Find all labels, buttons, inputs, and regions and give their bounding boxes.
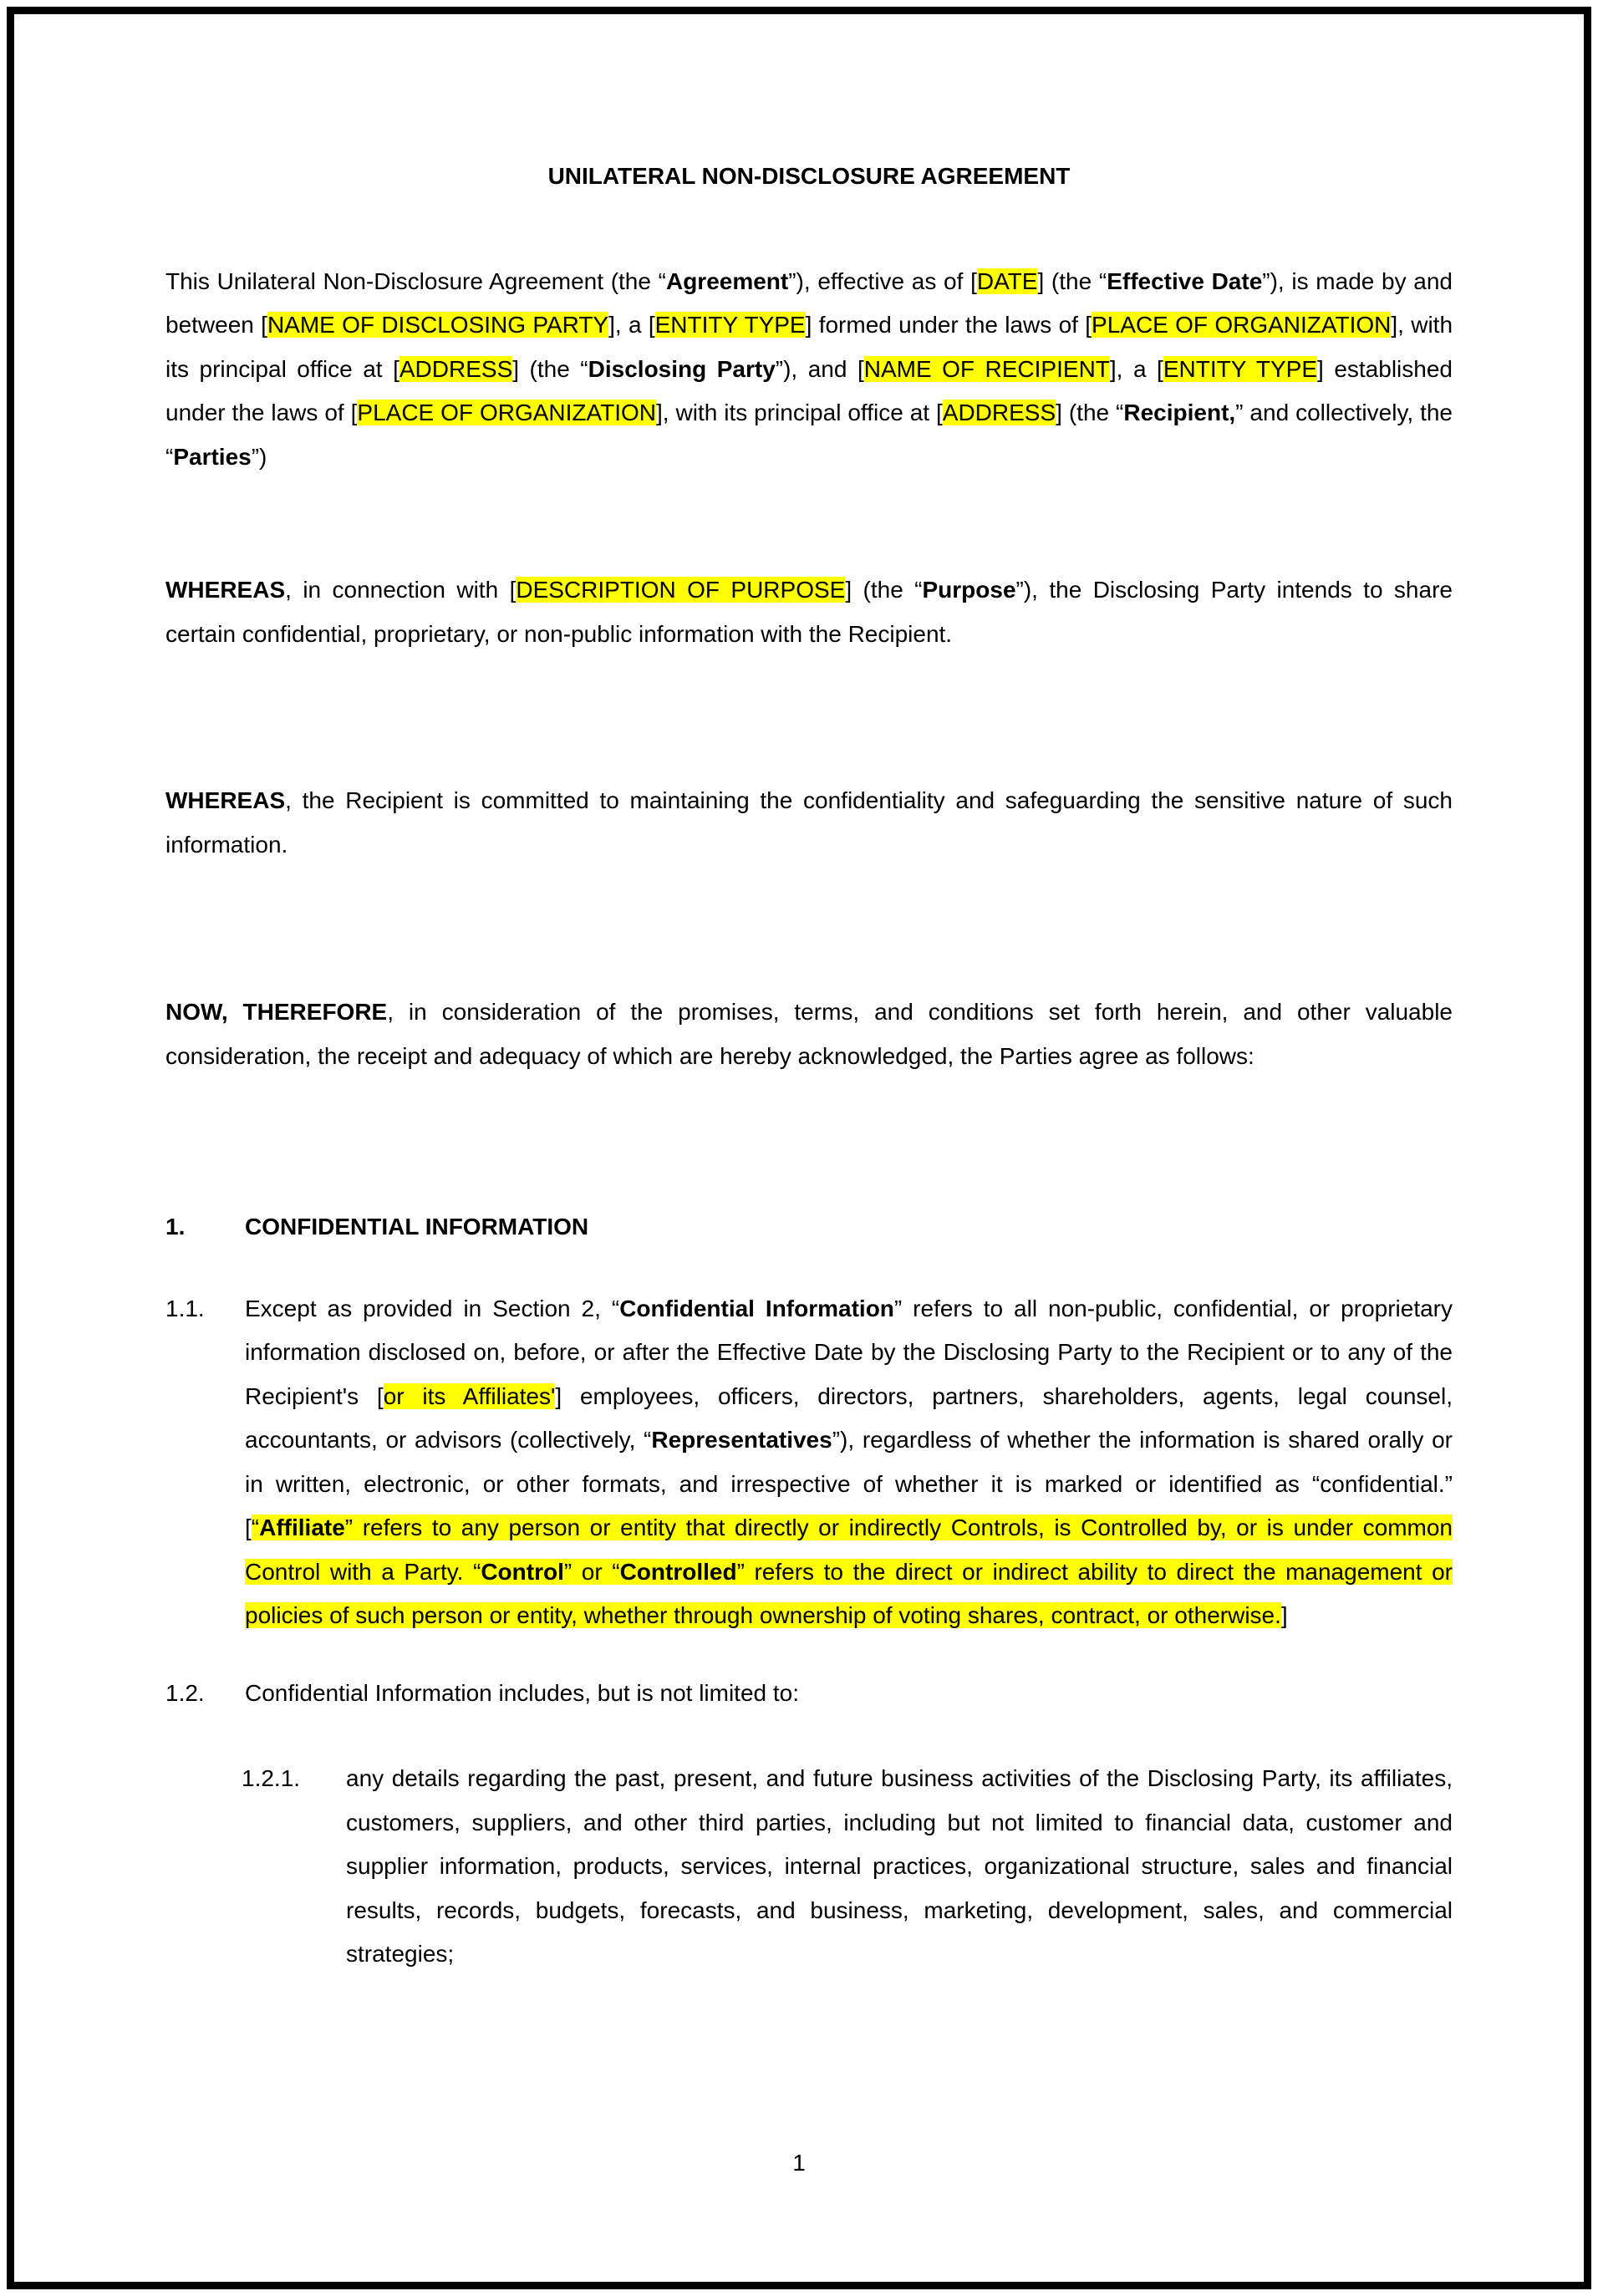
defined-term: Disclosing Party <box>588 355 776 382</box>
placeholder-highlight: or its Affiliates' <box>383 1382 556 1409</box>
placeholder-highlight: ADDRESS <box>942 400 1056 425</box>
text-run: ” refers to all non-public, confidential, or proprietary information disclosed on, before, or after the Effective Date by the Disclosing Party to the Recipient or to any of the Recipient's [ <box>245 1295 1453 1409</box>
placeholder-highlight: PLACE OF ORGANIZATION <box>1092 312 1392 338</box>
defined-term: Agreement <box>665 267 789 294</box>
clause-1-2-1-text <box>346 1757 1453 1977</box>
page-number: 1 <box>792 2150 806 2176</box>
placeholder-highlight: Affiliate <box>259 1515 345 1540</box>
placeholder-highlight: ADDRESS <box>399 355 513 382</box>
text-run: ”), is made by and between [ <box>165 267 1453 338</box>
placeholder-highlight: ” refers to the direct or indirect ability to direct the management or policies of such person or entity, whether through ownership of voting shares, contract, or otherwise. <box>245 1558 1453 1628</box>
text-run: ”) <box>251 443 267 470</box>
section-1-heading <box>165 1205 1453 1250</box>
defined-term: WHEREAS <box>165 787 286 813</box>
placeholder-highlight: “ <box>251 1515 260 1540</box>
text-run: Except as provided in Section 2, “ <box>245 1295 620 1321</box>
text-run: ”), regardless of whether the information is shared orally or in written, electronic, or other formats, and irrespective of whether it is marked or identified as “confidential.” [ <box>245 1427 1453 1540</box>
placeholder-highlight: Controlled <box>619 1558 737 1585</box>
text-run: Confidential Information includes, but is not limited to: <box>245 1679 800 1706</box>
text-run: ], with its principal office at [ <box>165 312 1453 382</box>
defined-term: WHEREAS <box>165 577 286 603</box>
clause-1-2-1-number: 1.2.1. <box>242 1765 301 1791</box>
whereas-confidentiality-paragraph <box>165 779 1453 867</box>
text-run: ], with its principal office at [ <box>656 400 943 425</box>
placeholder-highlight: DATE <box>976 267 1038 294</box>
text-run: ], a [ <box>1109 355 1163 382</box>
text-run: ] established under the laws of [ <box>165 355 1453 425</box>
document-content <box>165 0 1453 1977</box>
text-run: ] (the “ <box>1037 267 1107 294</box>
clause-1-2-text <box>245 1672 1453 1716</box>
placeholder-highlight: PLACE OF ORGANIZATION <box>357 400 657 425</box>
text-run: ”), the Disclosing Party intends to share certain confidential, proprietary, or non-public information with the Recipient. <box>165 577 1453 647</box>
text-run: , in consideration of the promises, terms, and conditions set forth herein, and other valuable consideration, the receipt and adequacy of which are hereby acknowledged, the Parties agree as follows: <box>165 999 1453 1069</box>
clause-1-2-number: 1.2. <box>165 1679 205 1706</box>
text-run: ] employees, officers, directors, partners, shareholders, agents, legal counsel, accountants, or advisors (collectively, “ <box>245 1382 1453 1453</box>
text-run: ], a [ <box>608 312 655 338</box>
defined-term: Recipient, <box>1123 400 1236 425</box>
placeholder-highlight: ENTITY TYPE <box>1163 355 1318 382</box>
clause-1-1-number: 1.1. <box>165 1295 205 1321</box>
defined-term: Confidential Information <box>619 1295 894 1321</box>
text-run: ] (the “ <box>1056 400 1124 425</box>
clause-1-2 <box>165 1672 1453 1716</box>
text-run: ] <box>1280 1602 1288 1628</box>
text-run: ” and collectively, the “ <box>165 400 1453 470</box>
defined-term: Representatives <box>651 1427 832 1453</box>
intro-paragraph <box>165 260 1453 480</box>
clause-1-1 <box>165 1287 1453 1638</box>
placeholder-highlight: Control <box>481 1558 564 1585</box>
clause-1-1-text <box>245 1287 1453 1638</box>
placeholder-highlight: DESCRIPTION OF PURPOSE <box>516 577 846 603</box>
text-run: , in connection with [ <box>285 577 517 603</box>
defined-term: Effective Date <box>1107 267 1263 294</box>
placeholder-highlight: ” or “ <box>563 1558 620 1585</box>
text-run: ”), and [ <box>775 355 864 382</box>
now-therefore-paragraph <box>165 990 1453 1078</box>
text-run: ] (the “ <box>512 355 588 382</box>
text-run: ] (the “ <box>845 577 923 603</box>
clause-1-2-1 <box>165 1757 1453 1977</box>
placeholder-highlight: NAME OF RECIPIENT <box>863 355 1110 382</box>
defined-term: Purpose <box>922 577 1016 603</box>
text-run: This Unilateral Non-Disclosure Agreement (the “ <box>165 267 666 294</box>
defined-term: Parties <box>173 443 252 470</box>
placeholder-highlight: ” refers to any person or entity that directly or indirectly Controls, is Controlled by, or is under common Control with a Party. “ <box>245 1515 1453 1585</box>
defined-term: NOW, THEREFORE <box>165 999 388 1025</box>
placeholder-highlight: ENTITY TYPE <box>654 312 806 338</box>
whereas-purpose-paragraph <box>165 568 1453 656</box>
text-run: ”), effective as of [ <box>788 267 977 294</box>
document-title: UNILATERAL NON-DISCLOSURE AGREEMENT <box>547 163 1071 189</box>
text-run: , the Recipient is committed to maintaining the confidentiality and safeguarding the sensitive nature of such information. <box>165 787 1453 858</box>
text-run: ] formed under the laws of [ <box>805 312 1092 338</box>
text-run: any details regarding the past, present, and future business activities of the Disclosing Party, its affiliates, customers, suppliers, and other third parties, including but not limited to financial data, customer and supplier information, products, services, internal practices, organizational structure, sales and financial results, records, budgets, forecasts, and business, marketing, development, sales, and commercial strategies; <box>346 1765 1453 1967</box>
section-1-number: 1. <box>165 1214 186 1240</box>
section-1-heading-text: CONFIDENTIAL INFORMATION <box>245 1214 589 1240</box>
placeholder-highlight: NAME OF DISCLOSING PARTY <box>267 312 609 338</box>
